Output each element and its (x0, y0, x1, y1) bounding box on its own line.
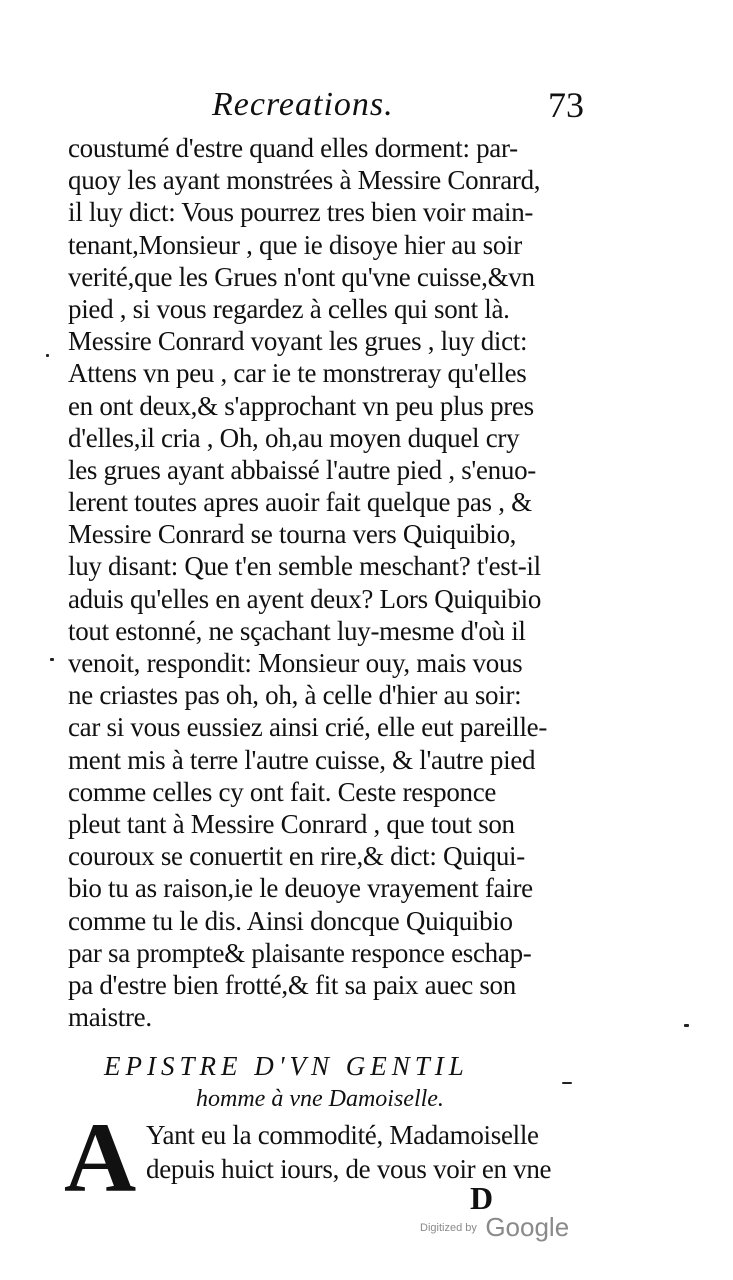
ink-speck (50, 658, 54, 661)
text-line: comme celles cy ont fait. Ceste responce (68, 776, 497, 807)
digitized-label: Digitized by (420, 1221, 477, 1234)
text-line: verité,que les Grues n'ont qu'vne cuisse,&vn (68, 261, 535, 292)
digitized-watermark (420, 1212, 569, 1243)
text-line: coustumé d'estre quand elles dorment: par- (68, 133, 518, 163)
text-line: comme tu le dis. Ainsi doncque Quiquibio (68, 905, 513, 936)
text-line: car si vous eussiez ainsi crié, elle eut pareille- (68, 712, 548, 743)
section-subheading: homme à vne Damoiselle. (196, 1086, 444, 1112)
text-line: ne criastes pas oh, oh, à celle d'hier au soir: (68, 680, 522, 711)
text-line: luy disant: Que t'en semble meschant? t'est-il (68, 551, 541, 582)
ink-speck (46, 354, 49, 357)
google-logo: Google (485, 1212, 570, 1242)
text-line: tenant,Monsieur , que ie disoye hier au soir (68, 229, 522, 260)
text-line: aduis qu'elles en ayent deux? Lors Quiquibio (68, 583, 542, 614)
text-line: les grues ayant abbaissé l'autre pied , s'enuo- (68, 454, 536, 485)
letter-line: depuis huict iours, de vous voir en vne (146, 1154, 552, 1184)
text-line: il luy dict: Vous pourrez tres bien voir main- (68, 197, 534, 228)
drop-cap: A (64, 1102, 137, 1213)
text-line: couroux se conuertit en rire,& dict: Quiqui- (68, 841, 525, 872)
text-line: d'elles,il cria , Oh, oh,au moyen duquel cry (68, 422, 520, 453)
body-text (68, 132, 598, 1033)
text-line: pleut tant à Messire Conrard , que tout son (68, 808, 515, 839)
letter-line: Yant eu la commodité, Madamoiselle (146, 1120, 539, 1150)
text-line: ment mis à terre l'autre cuisse, & l'autre pied (68, 744, 536, 775)
ink-speck (684, 1024, 689, 1027)
text-line: bio tu as raison,ie le deuoye vrayement faire (68, 873, 533, 904)
running-title: Recreations. (212, 86, 394, 123)
ink-speck (562, 1082, 572, 1084)
signature-mark: D (470, 1180, 494, 1216)
text-line: tout estonné, ne sçachant luy-mesme d'où il (68, 615, 526, 646)
running-head (0, 82, 733, 128)
letter-text (146, 1118, 596, 1186)
text-line: Messire Conrard voyant les grues , luy dict: (68, 326, 528, 357)
text-line: pied , si vous regardez à celles qui sont là. (68, 293, 510, 324)
text-line: Attens vn peu , car ie te monstreray qu'elles (68, 358, 527, 389)
text-line: Messire Conrard se tourna vers Quiquibio, (68, 519, 517, 550)
text-line: pa d'estre bien frotté,& fit sa paix auec son (68, 969, 516, 1000)
page-number: 73 (548, 85, 584, 125)
text-line: maistre. (68, 1002, 152, 1033)
text-line: en ont deux,& s'approchant vn peu plus pres (68, 390, 534, 421)
text-line: lerent toutes apres auoir fait quelque pas , & (68, 487, 532, 518)
text-line: quoy les ayant monstrées à Messire Conrard, (68, 165, 541, 196)
text-line: venoit, respondit: Monsieur ouy, mais vous (68, 648, 523, 678)
section-heading: EPISTRE D'VN GENTIL (104, 1051, 469, 1081)
text-line: par sa prompte& plaisante responce eschap- (68, 937, 532, 968)
